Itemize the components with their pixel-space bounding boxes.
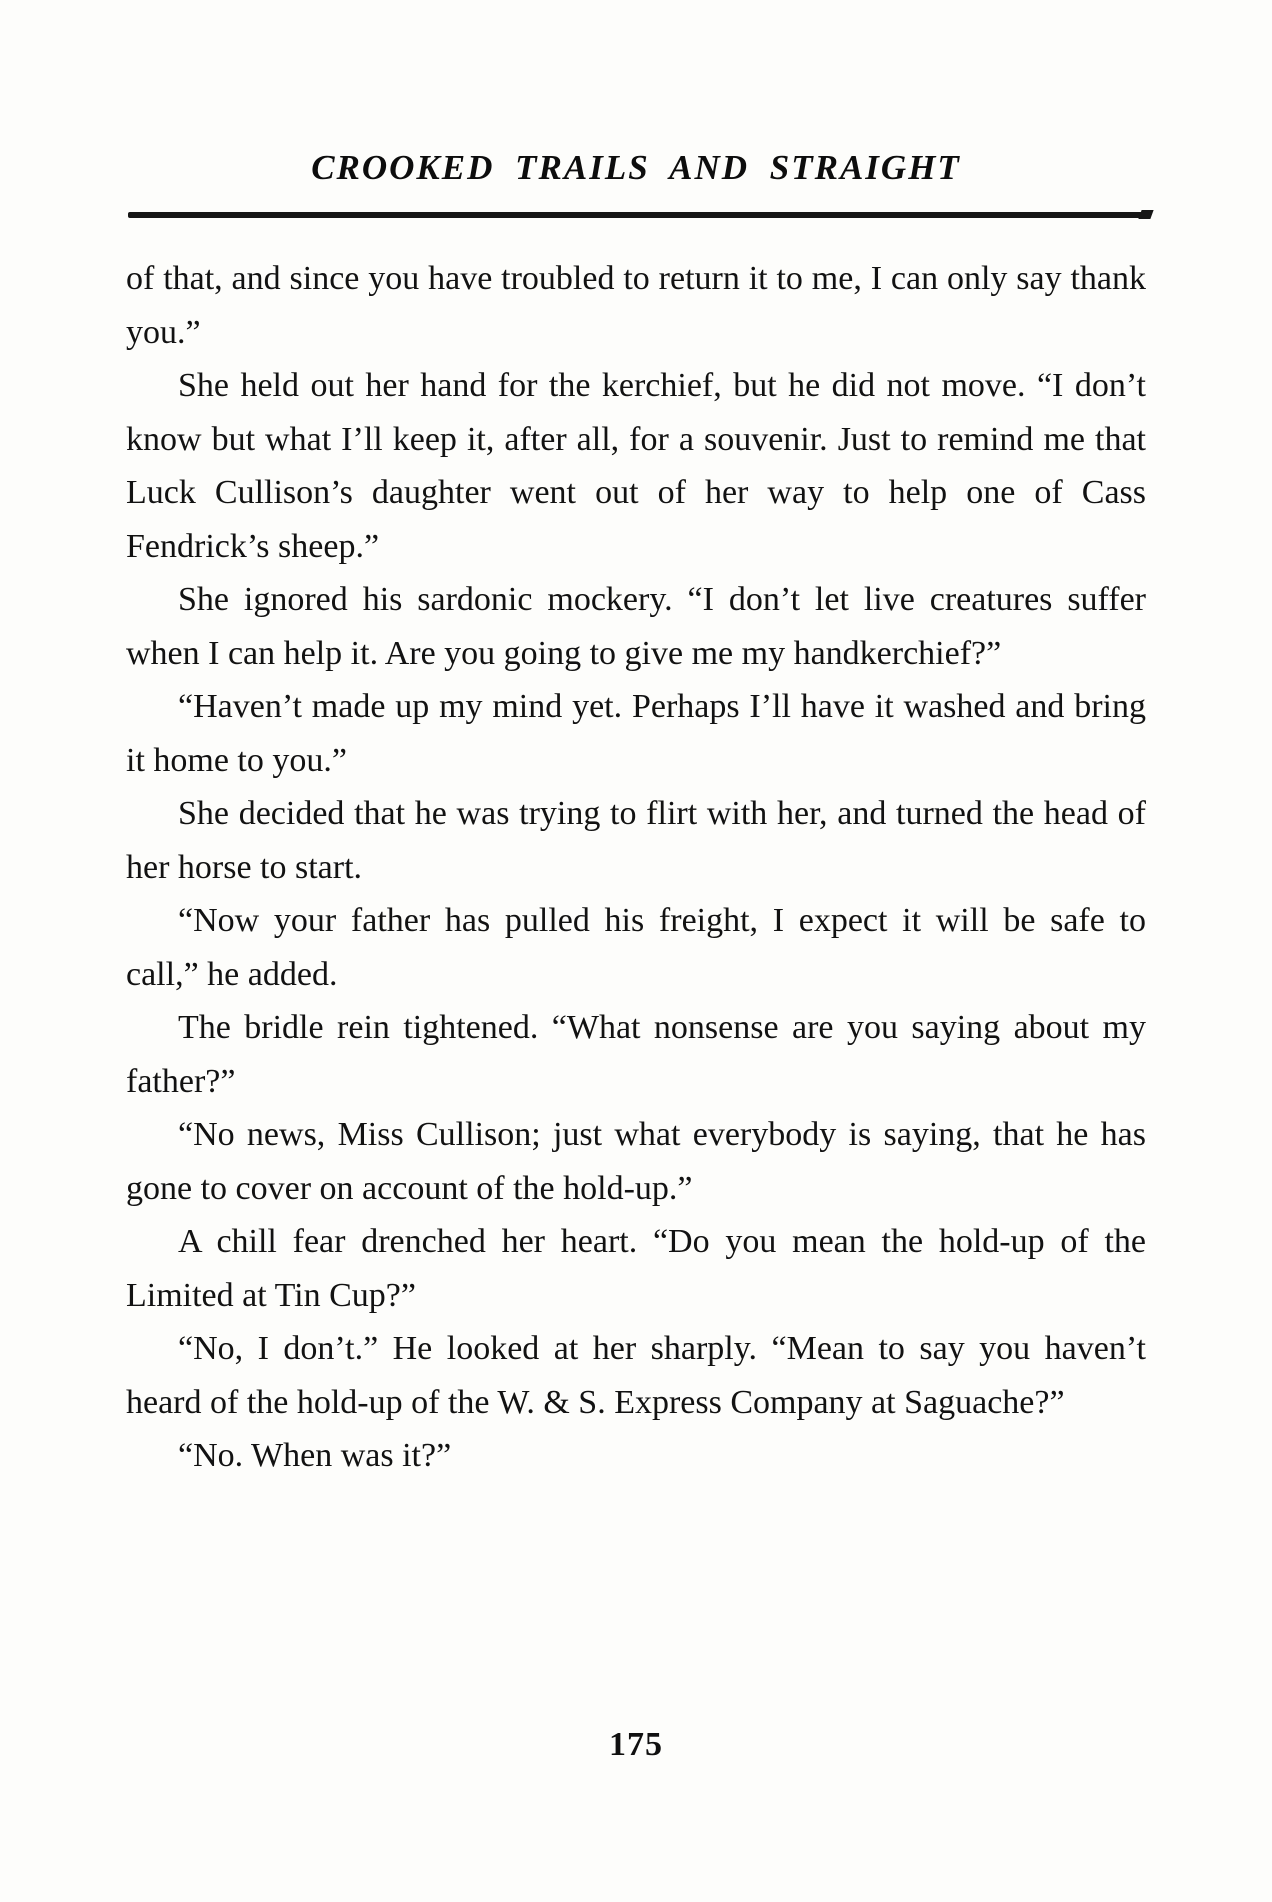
paragraph: “No. When was it?” [178, 1437, 452, 1474]
page-number: 175 [609, 1726, 663, 1763]
paragraph: “Haven’t made up my mind yet. Perhaps I’ll have it washed and bring it home to you.” [126, 688, 1146, 779]
header-rule [128, 212, 1146, 218]
body-text-column [126, 252, 1146, 1483]
paragraph: She ignored his sardonic mockery. “I don’t let live creatures suffer when I can help it. Are you going to give me my handkerchief?” [126, 581, 1146, 672]
paragraph: “No news, Miss Cullison; just what everybody is saying, that he has gone to cover on account of the hold-up.” [126, 1116, 1146, 1207]
paragraph: The bridle rein tightened. “What nonsense are you saying about my father?” [126, 1009, 1146, 1100]
paragraph: A chill fear drenched her heart. “Do you mean the hold-up of the Limited at Tin Cup?” [126, 1223, 1146, 1314]
running-head: CROOKED TRAILS AND STRAIGHT [311, 148, 961, 187]
paragraph: “No, I don’t.” He looked at her sharply. “Mean to say you haven’t heard of the hold-up of the W. & S. Express Company at Saguache?” [126, 1330, 1146, 1421]
paragraph: She decided that he was trying to flirt with her, and turned the head of her horse to start. [126, 795, 1146, 886]
paragraph: “Now your father has pulled his freight, I expect it will be safe to call,” he added. [126, 902, 1146, 993]
paragraph: She held out her hand for the kerchief, but he did not move. “I don’t know but what I’ll keep it, after all, for a souvenir. Just to remind me that Luck Cullison’s daughter went out of her way to help one of Cass Fendrick’s sheep.” [126, 367, 1146, 565]
paragraph: of that, and since you have troubled to return it to me, I can only say thank you.” [126, 260, 1146, 351]
